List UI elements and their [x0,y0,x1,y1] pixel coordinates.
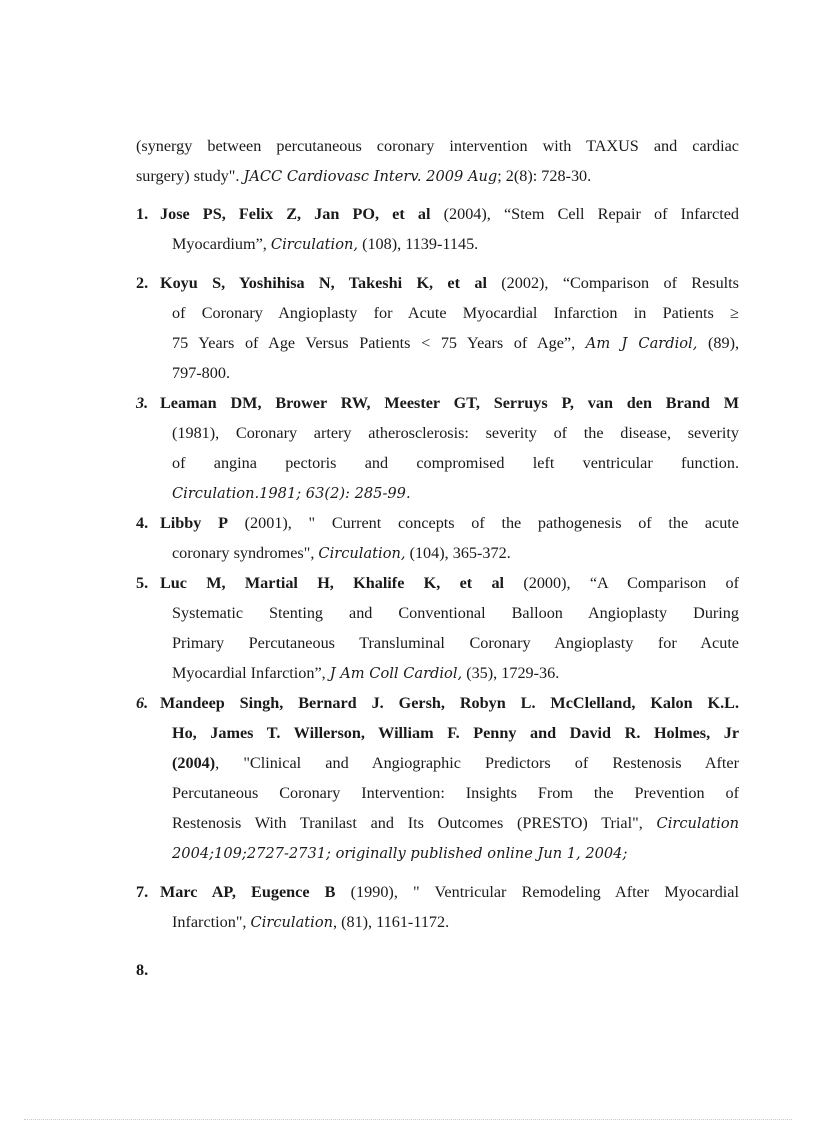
reference-item-8: 8. [136,961,149,979]
reference-list [136,131,739,985]
reference-item-2: 2. Koyu S, Yoshihisa N, Takeshi K, et al (2002), “Comparison of Results of Coronary Angioplasty for Acute Myocardial Infarction in Patients ≥ 75 Years of Age Versus Patients < 75 Years of Age”, Am J Cardiol, (89), 797-800. [136,274,740,382]
page-bottom-rule [24,1119,792,1120]
lead-line-2: surgery) study". JACC Cardiovasc Interv. 2009 Aug; 2(8): 728-30. [136,167,592,185]
reference-item-1: 1. Jose PS, Felix Z, Jan PO, et al (2004), “Stem Cell Repair of Infarcted Myocardium”, Circulation, (108), 1139-1145. [136,205,740,253]
reference-item-6: 6. Mandeep Singh, Bernard J. Gersh, Robyn L. McClelland, Kalon K.L. Ho, James T. Willerson, William F. Penny and David R. Holmes, Jr (2004), "Clinical and Angiographic Predictors of Restenosis After Percutaneous Coronary Intervention: Insights From the Prevention of Restenosis With Tranilast and Its Outcomes (PRESTO) Trial", Circulation 2004;109;2727-2731; originally published online Jun 1, 2004; [136,694,739,862]
reference-item-5: 5. Luc M, Martial H, Khalife K, et al (2000), “A Comparison of Systematic Stenting and Conventional Balloon Angioplasty During Primary Percutaneous Transluminal Coronary Angioplasty for Acute Myocardial Infarction”, J Am Coll Cardiol, (35), 1729-36. [136,574,739,682]
reference-item-7: 7. Marc AP, Eugence B (1990), " Ventricular Remodeling After Myocardial Infarction", Circulation, (81), 1161-1172. [136,883,739,931]
lead-line-1: (synergy between percutaneous coronary intervention with TAXUS and cardiac [136,137,739,155]
reference-item-4: 4. Libby P (2001), " Current concepts of the pathogenesis of the acute coronary syndromes", Circulation, (104), 365-372. [136,514,739,562]
reference-item-3: 3. Leaman DM, Brower RW, Meester GT, Serruys P, van den Brand M (1981), Coronary artery atherosclerosis: severity of the disease, severity of angina pectoris and compromised left ventricular function. Circulation.1981; 63(2): 285-99. [136,394,739,502]
